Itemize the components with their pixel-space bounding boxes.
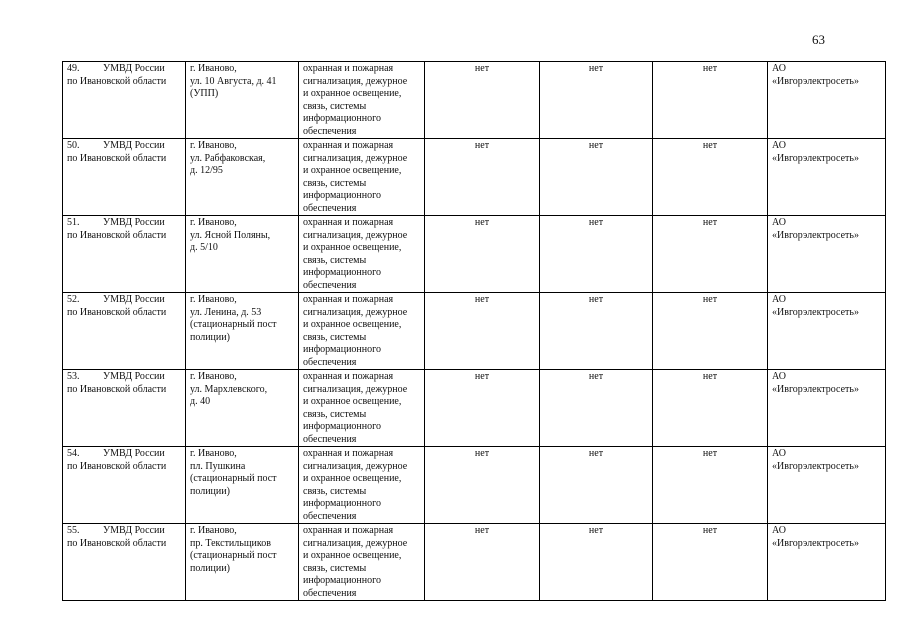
address-cell: г. Иваново, пл. Пушкина (стационарный пост полиции) [186, 447, 299, 524]
page-number: 63 [812, 32, 825, 47]
table-row [63, 293, 886, 370]
systems-cell: охранная и пожарная сигнализация, дежурное и охранное освещение, связь, системы информационного обеспечения [299, 524, 425, 601]
organization-cell [63, 293, 186, 370]
facilities-table [62, 61, 886, 601]
flag-cell-2: нет [540, 370, 653, 447]
flag-cell-1: нет [425, 62, 540, 139]
organization-name: УМВД России по Ивановской области [67, 140, 167, 164]
flag-cell-2: нет [540, 139, 653, 216]
table-row [63, 139, 886, 216]
flag-cell-3: нет [653, 139, 768, 216]
row-number: 49. [67, 63, 80, 74]
organization-name: УМВД России по Ивановской области [67, 525, 167, 549]
owner-cell: АО «Ивгорэлектросеть» [768, 447, 886, 524]
organization-cell [63, 216, 186, 293]
systems-cell: охранная и пожарная сигнализация, дежурное и охранное освещение, связь, системы информационного обеспечения [299, 62, 425, 139]
flag-cell-3: нет [653, 370, 768, 447]
flag-cell-2: нет [540, 62, 653, 139]
organization-cell [63, 524, 186, 601]
owner-cell: АО «Ивгорэлектросеть» [768, 293, 886, 370]
owner-cell: АО «Ивгорэлектросеть» [768, 370, 886, 447]
flag-cell-1: нет [425, 216, 540, 293]
owner-cell: АО «Ивгорэлектросеть» [768, 139, 886, 216]
address-cell: г. Иваново, ул. 10 Августа, д. 41 (УПП) [186, 62, 299, 139]
flag-cell-3: нет [653, 447, 768, 524]
flag-cell-1: нет [425, 293, 540, 370]
organization-name: УМВД России по Ивановской области [67, 294, 167, 318]
systems-cell: охранная и пожарная сигнализация, дежурное и охранное освещение, связь, системы информационного обеспечения [299, 447, 425, 524]
flag-cell-3: нет [653, 62, 768, 139]
row-number: 51. [67, 217, 80, 228]
flag-cell-2: нет [540, 524, 653, 601]
address-cell: г. Иваново, ул. Мархлевского, д. 40 [186, 370, 299, 447]
systems-cell: охранная и пожарная сигнализация, дежурное и охранное освещение, связь, системы информационного обеспечения [299, 216, 425, 293]
systems-cell: охранная и пожарная сигнализация, дежурное и охранное освещение, связь, системы информационного обеспечения [299, 370, 425, 447]
organization-name: УМВД России по Ивановской области [67, 217, 167, 241]
flag-cell-3: нет [653, 216, 768, 293]
address-cell: г. Иваново, ул. Рабфаковская, д. 12/95 [186, 139, 299, 216]
organization-cell [63, 447, 186, 524]
row-number: 55. [67, 525, 80, 536]
flag-cell-2: нет [540, 216, 653, 293]
table-row [63, 447, 886, 524]
table-row [63, 62, 886, 139]
table-row [63, 524, 886, 601]
organization-cell [63, 139, 186, 216]
flag-cell-2: нет [540, 447, 653, 524]
flag-cell-2: нет [540, 293, 653, 370]
address-cell: г. Иваново, ул. Ленина, д. 53 (стационарный пост полиции) [186, 293, 299, 370]
address-cell: г. Иваново, ул. Ясной Поляны, д. 5/10 [186, 216, 299, 293]
address-cell: г. Иваново, пр. Текстильщиков (стационарный пост полиции) [186, 524, 299, 601]
organization-name: УМВД России по Ивановской области [67, 371, 167, 395]
flag-cell-1: нет [425, 524, 540, 601]
flag-cell-1: нет [425, 139, 540, 216]
table-row [63, 370, 886, 447]
organization-name: УМВД России по Ивановской области [67, 63, 167, 87]
row-number: 53. [67, 371, 80, 382]
flag-cell-3: нет [653, 293, 768, 370]
row-number: 54. [67, 448, 80, 459]
systems-cell: охранная и пожарная сигнализация, дежурное и охранное освещение, связь, системы информационного обеспечения [299, 139, 425, 216]
flag-cell-1: нет [425, 447, 540, 524]
flag-cell-3: нет [653, 524, 768, 601]
organization-cell [63, 370, 186, 447]
organization-cell [63, 62, 186, 139]
organization-name: УМВД России по Ивановской области [67, 448, 167, 472]
systems-cell: охранная и пожарная сигнализация, дежурное и охранное освещение, связь, системы информационного обеспечения [299, 293, 425, 370]
owner-cell: АО «Ивгорэлектросеть» [768, 62, 886, 139]
row-number: 50. [67, 140, 80, 151]
owner-cell: АО «Ивгорэлектросеть» [768, 524, 886, 601]
flag-cell-1: нет [425, 370, 540, 447]
row-number: 52. [67, 294, 80, 305]
owner-cell: АО «Ивгорэлектросеть» [768, 216, 886, 293]
table-row [63, 216, 886, 293]
